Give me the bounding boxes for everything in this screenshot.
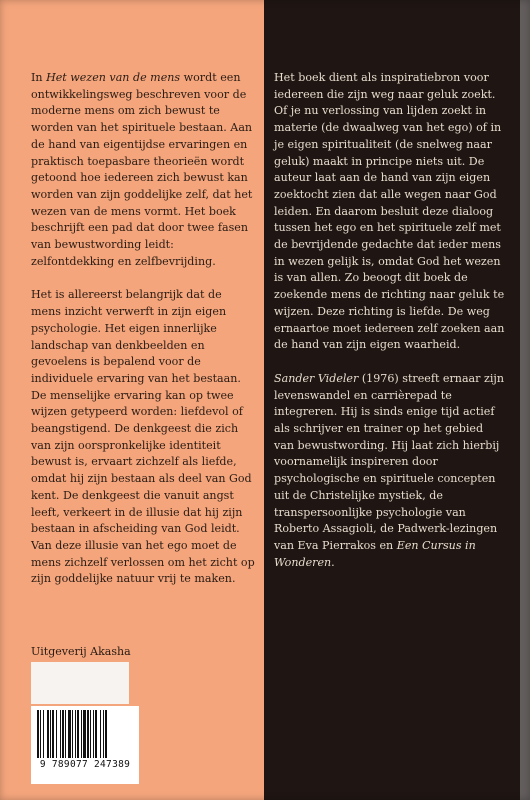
barcode-bar [81, 710, 82, 758]
barcode-bar [100, 710, 101, 758]
barcode-bar [56, 710, 57, 758]
barcode-bar [105, 710, 107, 758]
author-bio: Sander Videler (1976) streeft ernaar zijn levenswandel en carrièrepad te integreren. Hij is sinds enige tijd actief als schrijver en trainer op het gebied van bewustwording. Hij laat zich hierbij voornamelijk inspireren door psychologische en spirituele concepten uit de Christelijke mystiek, de transpersoonlijke psychologie van Roberto Assagioli, de Padwerk-lezingen van Eva Pierrakos en Een Cursus in Wonderen. [274, 371, 504, 569]
publisher-name: Uitgeverij Akasha [31, 645, 131, 658]
left-paragraph-1: In Het wezen van de mens wordt een ontwikkelingsweg beschreven voor de moderne mens om zich bewust te worden van het spirituele bestaan. Aan de hand van eigentijdse ervaringen en praktisch toepasbare theorieën wordt getoond hoe iedereen zich bewust kan worden van zijn goddelijke zelf, dat het wezen van de mens vormt. Het boek beschrijft een pad dat door twee fasen van bewustwording leidt: zelfontdekking en zelfbevrijding. [31, 71, 253, 268]
barcode-bar [65, 710, 66, 758]
barcode-bar [77, 710, 79, 758]
right-paragraph-1: Het boek dient als inspiratiebron voor iedereen die zijn weg naar geluk zoekt. Of je nu verlossing van lijden zoekt in materie (de dwaalweg van het ego) of in je eigen spiritualiteit (de snelweg naar geluk) maakt in principe niets uit. De auteur laat aan de hand van zijn eigen zoektocht zien dat alle wegen naar God leiden. En daarom besluit deze dialoog tussen het ego en het spirituele zelf met de bevrijdende gedachte dat ieder mens in wezen gelijk is, omdat God het wezen is van allen. Zo beoogt dit boek de zoekende mens de richting naar geluk te wijzen. Deze richting is liefde. De weg ernaartoe moet iedereen zelf zoeken aan de hand van zijn eigen waarheid. [274, 71, 505, 352]
barcode-bar [60, 710, 61, 758]
barcode-bar [68, 710, 71, 758]
barcode-bars [37, 710, 133, 758]
barcode-bar [43, 710, 44, 758]
price-sticker [31, 662, 129, 704]
barcode-bar [72, 710, 73, 758]
right-text-column [274, 70, 506, 588]
left-paragraph-2: Het is allereerst belangrijk dat de mens inzicht verwerft in zijn eigen psychologie. Het eigen innerlijke landschap van denkbeelden en gevoelens is bepalend voor de individuele ervaring van het bestaan. De menselijke ervaring kan op twee wijzen getypeerd worden: liefdevol of beangstigend. De denkgeest die zich van zijn oorspronkelijke identiteit bewust is, ervaart zichzelf als liefde, omdat hij zijn bestaan als deel van God kent. De denkgeest die vanuit angst leeft, verkeert in de illusie dat hij zijn bestaan in afscheiding van God leidt. Van deze illusie van het ego moet de mens zichzelf verlossen om het zicht op zijn goddelijke natuur vrij te maken. [31, 288, 255, 586]
barcode-bar [75, 710, 76, 758]
barcode-bar [103, 710, 104, 758]
barcode-bar [87, 710, 89, 758]
referenced-book-title: Een Cursus in Wonderen [274, 538, 476, 569]
barcode-bar [47, 710, 49, 758]
barcode-bar [93, 710, 94, 758]
barcode-bar [90, 710, 91, 758]
barcode-bar [52, 710, 54, 758]
isbn-number: 9 789077 247389 [39, 759, 131, 770]
barcode-bar [50, 710, 51, 758]
book-title: Het wezen van de mens [46, 71, 181, 84]
barcode-bar [62, 710, 64, 758]
barcode-bar [83, 710, 86, 758]
barcode-bar [40, 710, 41, 758]
barcode-bar [95, 710, 97, 758]
author-name: Sander Videler [274, 371, 359, 385]
left-text-column [31, 70, 255, 605]
barcode-bar [37, 710, 39, 758]
